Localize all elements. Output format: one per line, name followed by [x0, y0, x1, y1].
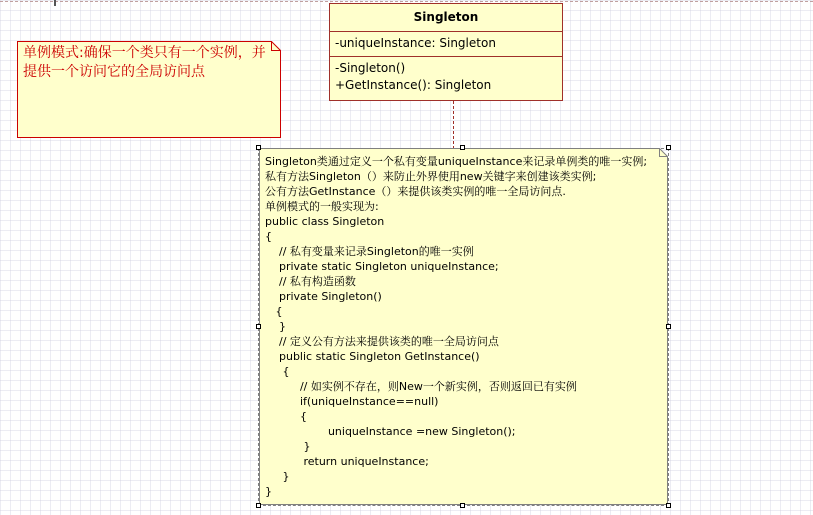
top-tick-mark	[54, 0, 56, 6]
code-line: {	[265, 410, 307, 423]
code-line: }	[265, 440, 311, 453]
code-line: // 私有构造函数	[265, 275, 356, 288]
code-line: // 定义公有方法来提供该类的唯一全局访问点	[265, 335, 499, 348]
note-anchor-line	[453, 101, 454, 149]
code-line: private Singleton()	[265, 290, 382, 303]
pattern-note-text: 单例模式:确保一个类只有一个实例，并提供一个访问它的全局访问点	[23, 45, 266, 80]
top-dashed-line	[0, 1, 813, 2]
uml-attributes	[330, 32, 562, 57]
uml-operations	[330, 57, 562, 97]
code-note[interactable]	[259, 148, 668, 505]
code-line: 公有方法GetInstance（）来提供该类实例的唯一全局访问点.	[265, 185, 566, 198]
code-line: if(uniqueInstance==null)	[265, 395, 439, 408]
code-line: Singleton类通过定义一个私有变量uniqueInstance来记录单例类的唯一实例;	[265, 155, 648, 168]
pattern-note[interactable]	[17, 41, 281, 138]
code-line: {	[265, 305, 283, 318]
resize-handle-e[interactable]	[666, 324, 671, 329]
code-line: 私有方法Singleton（）来防止外界使用new关键字来创建该类实例;	[265, 170, 597, 183]
resize-handle-sw[interactable]	[256, 503, 261, 508]
resize-handle-nw[interactable]	[256, 145, 261, 150]
code-line: }	[265, 485, 272, 498]
code-line: {	[265, 230, 272, 243]
code-line: private static Singleton uniqueInstance;	[265, 260, 499, 273]
code-line: return uniqueInstance;	[265, 455, 429, 468]
resize-handle-w[interactable]	[256, 324, 261, 329]
uml-attribute: -uniqueInstance: Singleton	[335, 36, 496, 50]
code-line: 单例模式的一般实现为:	[265, 200, 379, 213]
code-line: uniqueInstance =new Singleton();	[265, 425, 516, 438]
resize-handle-se[interactable]	[666, 503, 671, 508]
code-note-body	[265, 154, 665, 499]
resize-handle-s[interactable]	[460, 503, 465, 508]
code-line: public class Singleton	[265, 215, 385, 228]
uml-class-singleton[interactable]	[329, 3, 563, 101]
resize-handle-n[interactable]	[460, 145, 465, 150]
resize-handle-ne[interactable]	[666, 145, 671, 150]
code-line: public static Singleton GetInstance()	[265, 350, 480, 363]
code-line: }	[265, 470, 290, 483]
code-line: // 如实例不存在，则New一个新实例，否则返回已有实例	[265, 380, 577, 393]
code-line: // 私有变量来记录Singleton的唯一实例	[265, 245, 474, 258]
code-line: {	[265, 365, 290, 378]
uml-class-name: Singleton	[330, 4, 562, 32]
code-line: }	[265, 320, 286, 333]
uml-operation: -Singleton()	[335, 61, 406, 75]
uml-operation: +GetInstance(): Singleton	[335, 78, 492, 92]
